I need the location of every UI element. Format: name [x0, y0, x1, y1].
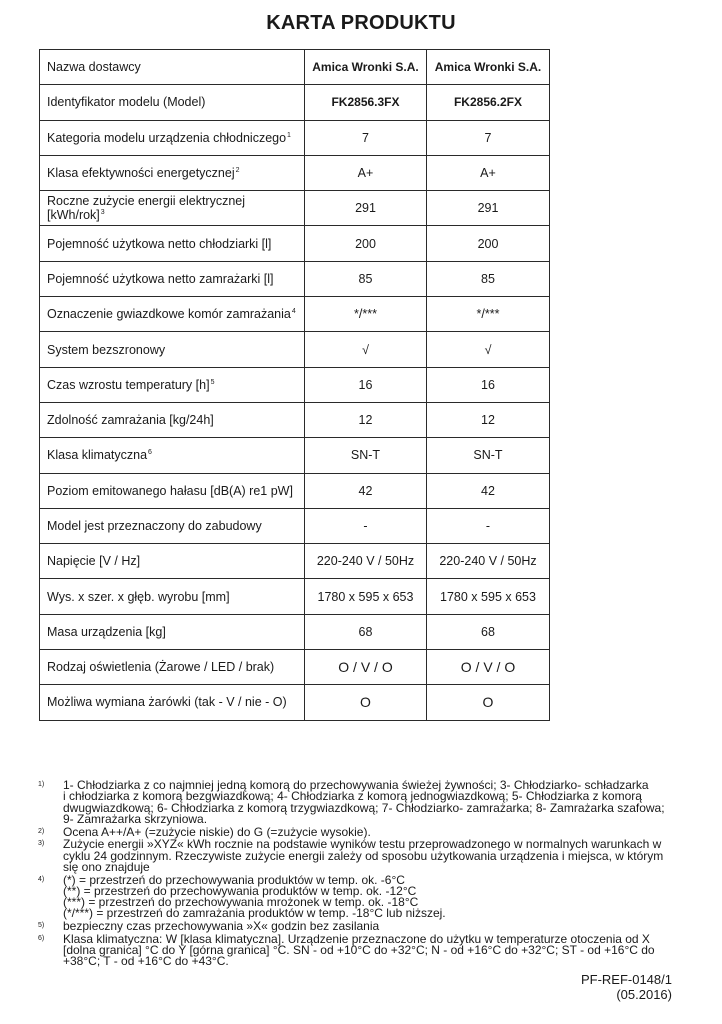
row-label: Możliwa wymiana żarówki (tak - V / nie - O) — [47, 695, 287, 710]
value-cell-model-2: 16 — [427, 367, 550, 402]
row-label: Masa urządzenia [kg] — [47, 624, 166, 639]
footnote-ref: 2 — [235, 167, 240, 175]
row-label: Identyfikator modelu (Model) — [47, 95, 206, 110]
row-label: Oznaczenie gwiazdkowe komór zamrażania — [47, 307, 291, 322]
value-cell-model-2: O / V / O — [427, 650, 550, 685]
row-label-cell — [40, 438, 305, 473]
row-label-cell — [40, 120, 305, 155]
table-row — [40, 579, 550, 614]
value-cell-model-2: 7 — [427, 120, 550, 155]
row-label-cell — [40, 261, 305, 296]
value-cell-model-1: A+ — [305, 155, 427, 190]
footnote-text: 1- Chłodziarka z co najmniej jedną komorą do przechowywania świeżej żywności; 3- Chłodziarko- schładzarka i chłodziarka z komorą bezgwiazdkową; 4- Chłodziarka z komorą jednogwiazdkową; 5- Chłodziarka z komorą dwugwiazdkową; 6- Chłodziarka z komorą trzygwiazdkową; 7- Chłodziarko- zamrażarka; 8- Zamrażarka szafowa; 9- Zamrażarka skrzyniowa. — [63, 778, 665, 826]
value-cell-model-1: O — [305, 685, 427, 720]
value-cell-model-1: Amica Wronki S.A. — [305, 50, 427, 85]
table-row — [40, 155, 550, 190]
table-row — [40, 367, 550, 402]
footnote — [38, 824, 678, 839]
footnote-number: 2) — [38, 827, 45, 835]
footnote-ref: 4 — [291, 308, 296, 316]
table-row — [40, 261, 550, 296]
table-row — [40, 650, 550, 685]
value-cell-model-2: 291 — [427, 191, 550, 226]
row-label: System bezszronowy — [47, 342, 166, 357]
table-row — [40, 685, 550, 720]
footnote-text: (*) = przestrzeń do przechowywania produktów w temp. ok. -6°C (**) = przestrzeń do przechowywania produktów w temp. ok. -12°C (***) = przestrzeń do przechowywania mrożonek w temp. ok. -18°C (*/***) = przestrzeń do zamrażania produktów w temp. -18°C lub niższej. — [63, 872, 446, 921]
value-cell-model-1: O / V / O — [305, 650, 427, 685]
value-cell-model-2: 12 — [427, 402, 550, 437]
value-cell-model-2: - — [427, 508, 550, 543]
value-cell-model-2: 1780 x 595 x 653 — [427, 579, 550, 614]
footnote — [38, 931, 678, 969]
value-cell-model-2: 42 — [427, 473, 550, 508]
table-row — [40, 226, 550, 261]
footnote — [38, 872, 678, 921]
row-label-cell — [40, 614, 305, 649]
value-cell-model-1: FK2856.3FX — [305, 85, 427, 120]
value-cell-model-1: SN-T — [305, 438, 427, 473]
footnote — [38, 780, 678, 825]
product-table — [39, 49, 550, 721]
row-label: Czas wzrostu temperatury [h] — [47, 377, 210, 392]
table-row — [40, 508, 550, 543]
row-label-cell — [40, 508, 305, 543]
footnote-text: bezpieczny czas przechowywania »X« godzin bez zasilania — [63, 919, 380, 934]
value-cell-model-2: O — [427, 685, 550, 720]
row-label-cell — [40, 191, 305, 226]
row-label: Pojemność użytkowa netto chłodziarki [l] — [47, 236, 272, 251]
value-cell-model-2: FK2856.2FX — [427, 85, 550, 120]
footnote — [38, 921, 678, 932]
value-cell-model-1: √ — [305, 332, 427, 367]
table-row — [40, 438, 550, 473]
value-cell-model-2: 85 — [427, 261, 550, 296]
table-row — [40, 120, 550, 155]
value-cell-model-1: */*** — [305, 297, 427, 332]
value-cell-model-2: 200 — [427, 226, 550, 261]
footnote-text: Ocena A++/A+ (=zużycie niskie) do G (=zużycie wysokie). — [63, 824, 371, 839]
footnote-number: 4) — [38, 875, 45, 883]
value-cell-model-1: 42 — [305, 473, 427, 508]
row-label-cell — [40, 50, 305, 85]
row-label-cell — [40, 402, 305, 437]
footnote-ref: 3 — [100, 209, 105, 217]
value-cell-model-2: 220-240 V / 50Hz — [427, 544, 550, 579]
value-cell-model-1: 85 — [305, 261, 427, 296]
table-row — [40, 191, 550, 226]
value-cell-model-2: */*** — [427, 297, 550, 332]
row-label: Klasa efektywności energetycznej — [47, 166, 235, 181]
row-label-cell — [40, 544, 305, 579]
footnote-ref: 1 — [287, 131, 291, 139]
table-row — [40, 50, 550, 85]
row-label-cell — [40, 297, 305, 332]
footnote-ref: 5 — [210, 378, 215, 386]
footnotes — [38, 780, 678, 969]
row-label: Rodzaj oświetlenia (Żarowe / LED / brak) — [47, 660, 275, 675]
footnote-text: Zużycie energii »XYZ« kWh rocznie na podstawie wyników testu przeprowadzonego w normalnych warunkach w cyklu 24 godzinnym. Rzeczywiste zużycie energii zależy od sposobu użytkowania urządzenia i miejsca, w którym się ono znajduje — [63, 837, 664, 874]
reference-date: (05.2016) — [616, 987, 672, 1002]
table-row — [40, 332, 550, 367]
row-label-cell — [40, 473, 305, 508]
value-cell-model-1: 68 — [305, 614, 427, 649]
footnote-number: 6) — [38, 934, 45, 942]
value-cell-model-1: 291 — [305, 191, 427, 226]
footnote — [38, 839, 678, 873]
table-row — [40, 85, 550, 120]
footnote-number: 3) — [38, 840, 45, 848]
row-label: Model jest przeznaczony do zabudowy — [47, 519, 262, 533]
row-label: Wys. x szer. x głęb. wyrobu [mm] — [47, 589, 230, 604]
row-label-cell — [40, 332, 305, 367]
table-row — [40, 544, 550, 579]
value-cell-model-1: 220-240 V / 50Hz — [305, 544, 427, 579]
table-row — [40, 473, 550, 508]
row-label-cell — [40, 579, 305, 614]
page-title: KARTA PRODUKTU — [266, 12, 456, 34]
footnote-number: 5) — [38, 922, 45, 930]
row-label-cell — [40, 85, 305, 120]
row-label: Kategoria modelu urządzenia chłodniczego — [47, 130, 287, 145]
footnote-number: 1) — [38, 781, 45, 788]
value-cell-model-2: √ — [427, 332, 550, 367]
row-label: Roczne zużycie energii elektrycznej [kWh/rok] — [47, 194, 246, 223]
value-cell-model-2: 68 — [427, 614, 550, 649]
value-cell-model-2: SN-T — [427, 438, 550, 473]
value-cell-model-1: 1780 x 595 x 653 — [305, 579, 427, 614]
value-cell-model-2: Amica Wronki S.A. — [427, 50, 550, 85]
row-label-cell — [40, 367, 305, 402]
document-reference — [581, 972, 672, 1002]
reference-code: PF-REF-0148/1 — [580, 972, 672, 987]
footnote-ref: 6 — [148, 449, 152, 457]
row-label: Poziom emitowanego hałasu [dB(A) re1 pW] — [47, 483, 293, 498]
row-label-cell — [40, 226, 305, 261]
row-label: Pojemność użytkowa netto zamrażarki [l] — [47, 271, 274, 286]
row-label-cell — [40, 155, 305, 190]
table-row — [40, 297, 550, 332]
value-cell-model-1: 7 — [305, 120, 427, 155]
row-label: Zdolność zamrażania [kg/24h] — [47, 413, 214, 428]
table-row — [40, 614, 550, 649]
value-cell-model-1: 12 — [305, 402, 427, 437]
row-label-cell — [40, 650, 305, 685]
value-cell-model-1: 16 — [305, 367, 427, 402]
row-label: Napięcie [V / Hz] — [47, 554, 141, 569]
footnote-text: Klasa klimatyczna: W [klasa klimatyczna]. Urządzenie przeznaczone do użytku w temperaturze otoczenia od X [dolna granica] °C do Y [górna granica] °C. SN - od +10°C do +32°C; N - od +16°C do +32°C; ST - od +16°C do +38°C; T - od +16°C do +43°C. — [63, 931, 655, 969]
table-row — [40, 402, 550, 437]
value-cell-model-1: - — [305, 508, 427, 543]
row-label-cell — [40, 685, 305, 720]
row-label: Klasa klimatyczna — [47, 448, 148, 463]
value-cell-model-1: 200 — [305, 226, 427, 261]
value-cell-model-2: A+ — [427, 155, 550, 190]
row-label: Nazwa dostawcy — [47, 60, 141, 75]
